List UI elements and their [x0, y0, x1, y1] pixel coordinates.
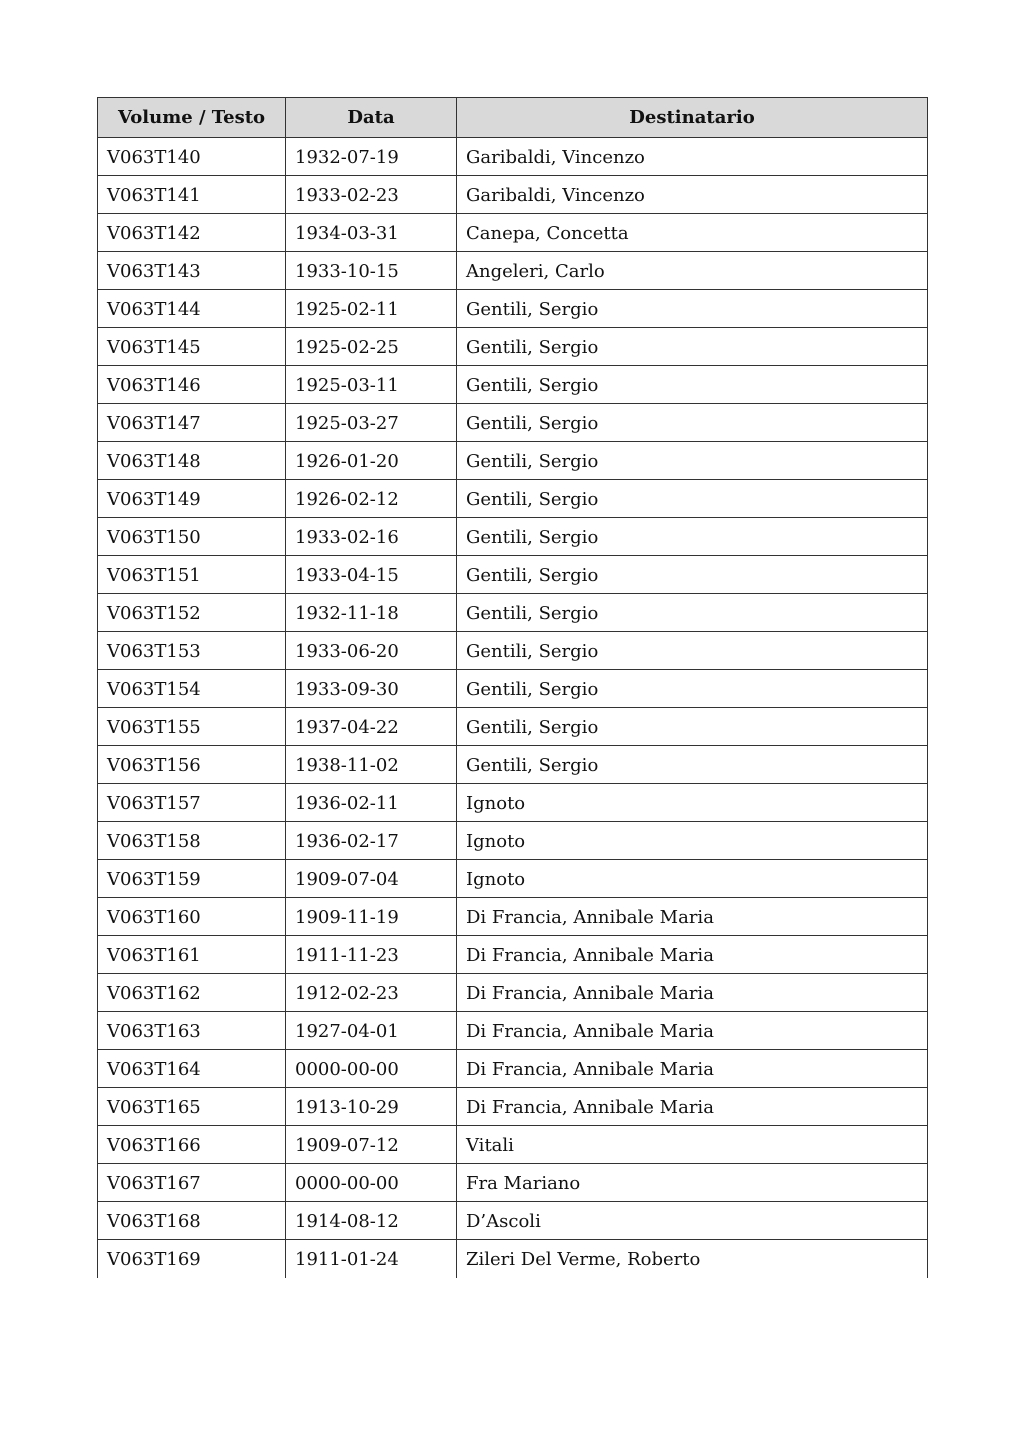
- cell-destinatario: Gentili, Sergio: [457, 328, 928, 366]
- cell-data: 1925-02-11: [286, 290, 457, 328]
- cell-data: 1932-11-18: [286, 594, 457, 632]
- table-row: [98, 1164, 928, 1202]
- cell-data: 1936-02-11: [286, 784, 457, 822]
- cell-data: 1925-03-27: [286, 404, 457, 442]
- cell-data: 1909-07-04: [286, 860, 457, 898]
- header-volume-testo: Volume / Testo: [98, 98, 286, 138]
- cell-destinatario: Canepa, Concetta: [457, 214, 928, 252]
- table-row: [98, 290, 928, 328]
- cell-volume-testo: V063T146: [98, 366, 286, 404]
- cell-data: 1933-09-30: [286, 670, 457, 708]
- cell-volume-testo: V063T153: [98, 632, 286, 670]
- table-row: [98, 594, 928, 632]
- cell-volume-testo: V063T154: [98, 670, 286, 708]
- table-row: [98, 1012, 928, 1050]
- cell-destinatario: Di Francia, Annibale Maria: [457, 898, 928, 936]
- table-row: [98, 138, 928, 176]
- cell-data: 1913-10-29: [286, 1088, 457, 1126]
- cell-volume-testo: V063T163: [98, 1012, 286, 1050]
- cell-volume-testo: V063T168: [98, 1202, 286, 1240]
- cell-data: 1937-04-22: [286, 708, 457, 746]
- table-row: [98, 366, 928, 404]
- cell-destinatario: Gentili, Sergio: [457, 746, 928, 784]
- cell-volume-testo: V063T144: [98, 290, 286, 328]
- cell-volume-testo: V063T145: [98, 328, 286, 366]
- table-header: [98, 98, 928, 138]
- header-row: [98, 98, 928, 138]
- cell-volume-testo: V063T161: [98, 936, 286, 974]
- cell-volume-testo: V063T141: [98, 176, 286, 214]
- table-row: [98, 708, 928, 746]
- cell-destinatario: Gentili, Sergio: [457, 556, 928, 594]
- cell-destinatario: Di Francia, Annibale Maria: [457, 936, 928, 974]
- table-row: [98, 974, 928, 1012]
- cell-destinatario: Di Francia, Annibale Maria: [457, 1050, 928, 1088]
- table-row: [98, 328, 928, 366]
- cell-volume-testo: V063T152: [98, 594, 286, 632]
- table-row: [98, 1126, 928, 1164]
- cell-data: 1912-02-23: [286, 974, 457, 1012]
- cell-data: 1926-01-20: [286, 442, 457, 480]
- cell-data: 1914-08-12: [286, 1202, 457, 1240]
- table-row: [98, 556, 928, 594]
- cell-destinatario: Vitali: [457, 1126, 928, 1164]
- cell-data: 1927-04-01: [286, 1012, 457, 1050]
- header-data: Data: [286, 98, 457, 138]
- cell-destinatario: Gentili, Sergio: [457, 594, 928, 632]
- table-row: [98, 252, 928, 290]
- cell-destinatario: Gentili, Sergio: [457, 404, 928, 442]
- table-row: [98, 1202, 928, 1240]
- table-row: [98, 518, 928, 556]
- cell-data: 0000-00-00: [286, 1050, 457, 1088]
- cell-volume-testo: V063T150: [98, 518, 286, 556]
- cell-volume-testo: V063T142: [98, 214, 286, 252]
- cell-data: 1911-01-24: [286, 1240, 457, 1278]
- table-row: [98, 860, 928, 898]
- table-row: [98, 784, 928, 822]
- cell-destinatario: Ignoto: [457, 822, 928, 860]
- cell-data: 1933-04-15: [286, 556, 457, 594]
- cell-data: 1933-10-15: [286, 252, 457, 290]
- cell-volume-testo: V063T162: [98, 974, 286, 1012]
- table-row: [98, 404, 928, 442]
- cell-data: 1933-02-16: [286, 518, 457, 556]
- cell-destinatario: Garibaldi, Vincenzo: [457, 176, 928, 214]
- cell-destinatario: Garibaldi, Vincenzo: [457, 138, 928, 176]
- cell-volume-testo: V063T159: [98, 860, 286, 898]
- cell-volume-testo: V063T160: [98, 898, 286, 936]
- cell-data: 1933-06-20: [286, 632, 457, 670]
- cell-data: 1925-03-11: [286, 366, 457, 404]
- cell-destinatario: Di Francia, Annibale Maria: [457, 1088, 928, 1126]
- cell-volume-testo: V063T147: [98, 404, 286, 442]
- cell-destinatario: Gentili, Sergio: [457, 518, 928, 556]
- cell-data: 1936-02-17: [286, 822, 457, 860]
- cell-destinatario: Di Francia, Annibale Maria: [457, 974, 928, 1012]
- cell-volume-testo: V063T140: [98, 138, 286, 176]
- cell-volume-testo: V063T143: [98, 252, 286, 290]
- cell-destinatario: Gentili, Sergio: [457, 442, 928, 480]
- cell-volume-testo: V063T149: [98, 480, 286, 518]
- cell-volume-testo: V063T169: [98, 1240, 286, 1278]
- table-row: [98, 1050, 928, 1088]
- cell-destinatario: Gentili, Sergio: [457, 670, 928, 708]
- cell-data: 1911-11-23: [286, 936, 457, 974]
- letters-table: [97, 97, 928, 1278]
- cell-volume-testo: V063T164: [98, 1050, 286, 1088]
- cell-data: 1909-07-12: [286, 1126, 457, 1164]
- table-row: [98, 214, 928, 252]
- table-row: [98, 176, 928, 214]
- cell-destinatario: Fra Mariano: [457, 1164, 928, 1202]
- cell-volume-testo: V063T155: [98, 708, 286, 746]
- table-row: [98, 1088, 928, 1126]
- cell-destinatario: Ignoto: [457, 860, 928, 898]
- table-row: [98, 480, 928, 518]
- table-row: [98, 746, 928, 784]
- cell-data: 1934-03-31: [286, 214, 457, 252]
- cell-data: 1933-02-23: [286, 176, 457, 214]
- cell-destinatario: Gentili, Sergio: [457, 290, 928, 328]
- cell-data: 1909-11-19: [286, 898, 457, 936]
- table-row: [98, 1240, 928, 1278]
- cell-destinatario: Zileri Del Verme, Roberto: [457, 1240, 928, 1278]
- table-row: [98, 936, 928, 974]
- cell-destinatario: Di Francia, Annibale Maria: [457, 1012, 928, 1050]
- table-row: [98, 898, 928, 936]
- cell-destinatario: Ignoto: [457, 784, 928, 822]
- table-row: [98, 822, 928, 860]
- header-destinatario: Destinatario: [457, 98, 928, 138]
- cell-volume-testo: V063T165: [98, 1088, 286, 1126]
- cell-volume-testo: V063T148: [98, 442, 286, 480]
- cell-destinatario: Gentili, Sergio: [457, 480, 928, 518]
- cell-data: 1925-02-25: [286, 328, 457, 366]
- cell-volume-testo: V063T158: [98, 822, 286, 860]
- cell-destinatario: D’Ascoli: [457, 1202, 928, 1240]
- cell-destinatario: Gentili, Sergio: [457, 708, 928, 746]
- cell-volume-testo: V063T166: [98, 1126, 286, 1164]
- table-row: [98, 632, 928, 670]
- cell-data: 0000-00-00: [286, 1164, 457, 1202]
- cell-destinatario: Gentili, Sergio: [457, 366, 928, 404]
- cell-volume-testo: V063T151: [98, 556, 286, 594]
- cell-data: 1938-11-02: [286, 746, 457, 784]
- cell-data: 1932-07-19: [286, 138, 457, 176]
- table-row: [98, 670, 928, 708]
- cell-destinatario: Gentili, Sergio: [457, 632, 928, 670]
- cell-destinatario: Angeleri, Carlo: [457, 252, 928, 290]
- cell-volume-testo: V063T167: [98, 1164, 286, 1202]
- cell-volume-testo: V063T156: [98, 746, 286, 784]
- cell-volume-testo: V063T157: [98, 784, 286, 822]
- table-body: [98, 138, 928, 1278]
- table-row: [98, 442, 928, 480]
- cell-data: 1926-02-12: [286, 480, 457, 518]
